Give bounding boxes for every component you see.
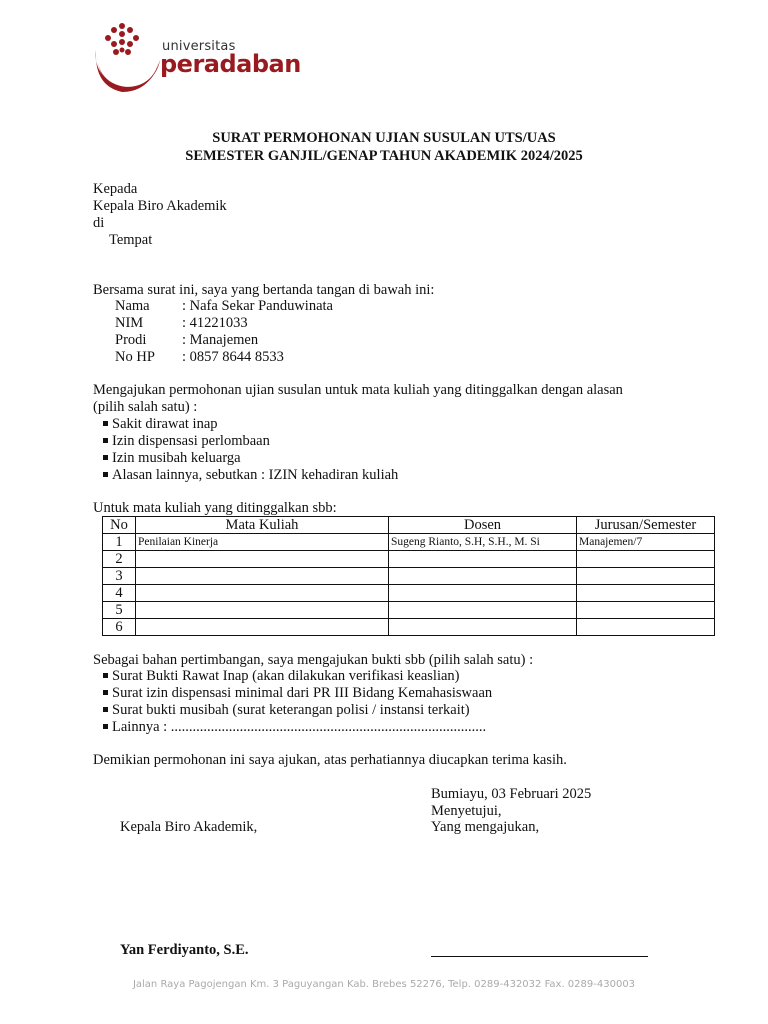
table-row (103, 568, 715, 585)
table-cell (389, 568, 577, 585)
table-cell: Penilaian Kinerja (136, 534, 389, 551)
table-row (103, 619, 715, 636)
table-header-cell: Dosen (389, 517, 577, 534)
table-header-cell: Mata Kuliah (136, 517, 389, 534)
table-header-row (103, 517, 715, 534)
bullet-square-icon (103, 438, 108, 443)
table-cell: 3 (103, 568, 136, 585)
table-cell (136, 585, 389, 602)
bullet-square-icon (103, 690, 108, 695)
letter-title-line2: SEMESTER GANJIL/GENAP TAHUN AKADEMIK 2024/2025 (185, 148, 583, 164)
table-header-cell: No (103, 517, 136, 534)
place-date: Bumiayu, 03 Februari 2025 (431, 786, 592, 802)
table-row (103, 534, 715, 551)
reason-item: Izin dispensasi perlombaan (103, 433, 270, 450)
reason-item: Alasan lainnya, sebutkan : IZIN kehadiran kuliah (103, 467, 398, 484)
table-cell (577, 585, 715, 602)
table-cell (389, 551, 577, 568)
table-cell (136, 602, 389, 619)
intro-text: Bersama surat ini, saya yang bertanda tangan di bawah ini: (93, 282, 435, 298)
bullet-square-icon (103, 673, 108, 678)
approve-label: Menyetujui, (431, 803, 502, 819)
bullet-square-icon (103, 472, 108, 477)
identity-label: NIM (115, 315, 144, 331)
identity-label: No HP (115, 349, 155, 365)
reason-item: Sakit dirawat inap (103, 416, 218, 433)
table-cell: 1 (103, 534, 136, 551)
recipient-line2: Kepala Biro Akademik (93, 198, 227, 214)
identity-label: Nama (115, 298, 150, 314)
right-signatory-title: Yang mengajukan, (431, 819, 540, 835)
bullet-square-icon (103, 707, 108, 712)
table-cell (577, 619, 715, 636)
footer-address: Jalan Raya Pagojengan Km. 3 Paguyangan Kab. Brebes 52276, Telp. 0289-432032 Fax. 0289-430003 (132, 979, 636, 990)
table-cell: Sugeng Rianto, S.H, S.H., M. Si (389, 534, 577, 551)
evidence-item: Surat izin dispensasi minimal dari PR III Bidang Kemahasiswaan (103, 685, 492, 702)
table-cell: Manajemen/7 (577, 534, 715, 551)
crescent-emblem-icon (90, 20, 170, 100)
table-cell (577, 568, 715, 585)
identity-value: : 0857 8644 8533 (182, 349, 284, 365)
evidence-item: Lainnya : ....................................................................................... (103, 719, 486, 736)
closing-text: Demikian permohonan ini saya ajukan, atas perhatiannya diucapkan terima kasih. (93, 752, 567, 768)
courses-table (102, 516, 715, 636)
bullet-square-icon (103, 421, 108, 426)
table-header-cell: Jurusan/Semester (577, 517, 715, 534)
recipient-line1: Kepada (93, 181, 138, 197)
logo-top-text: universitas (162, 39, 236, 54)
table-cell (577, 551, 715, 568)
table-cell: 6 (103, 619, 136, 636)
table-cell (389, 585, 577, 602)
recipient-line3: di (93, 215, 105, 231)
bullet-square-icon (103, 724, 108, 729)
table-cell: 4 (103, 585, 136, 602)
table-cell (136, 568, 389, 585)
request-line2: (pilih salah satu) : (93, 399, 198, 415)
table-row (103, 602, 715, 619)
request-line1: Mengajukan permohonan ujian susulan untuk mata kuliah yang ditinggalkan dengan alasan (93, 382, 623, 398)
signature-line (431, 956, 648, 957)
evidence-intro: Sebagai bahan pertimbangan, saya mengajukan bukti sbb (pilih salah satu) : (93, 652, 534, 668)
identity-value: : Nafa Sekar Panduwinata (182, 298, 333, 314)
bullet-square-icon (103, 455, 108, 460)
table-row (103, 551, 715, 568)
reason-item: Izin musibah keluarga (103, 450, 241, 467)
table-cell: 5 (103, 602, 136, 619)
identity-label: Prodi (115, 332, 147, 348)
left-signatory-title: Kepala Biro Akademik, (120, 819, 258, 835)
table-cell (577, 602, 715, 619)
left-signatory-name: Yan Ferdiyanto, S.E. (120, 942, 249, 958)
table-row (103, 585, 715, 602)
table-cell (389, 619, 577, 636)
table-caption: Untuk mata kuliah yang ditinggalkan sbb: (93, 500, 337, 516)
evidence-item: Surat bukti musibah (surat keterangan polisi / instansi terkait) (103, 702, 470, 719)
table-cell (136, 619, 389, 636)
table-cell (389, 602, 577, 619)
letter-title-line1: SURAT PERMOHONAN UJIAN SUSULAN UTS/UAS (212, 130, 556, 146)
recipient-line4: Tempat (109, 232, 153, 248)
table-cell (136, 551, 389, 568)
table-cell: 2 (103, 551, 136, 568)
identity-value: : 41221033 (182, 315, 248, 331)
evidence-item: Surat Bukti Rawat Inap (akan dilakukan verifikasi keaslian) (103, 668, 460, 685)
logo-name: peradaban (160, 50, 301, 78)
identity-value: : Manajemen (182, 332, 259, 348)
university-logo (90, 20, 300, 100)
